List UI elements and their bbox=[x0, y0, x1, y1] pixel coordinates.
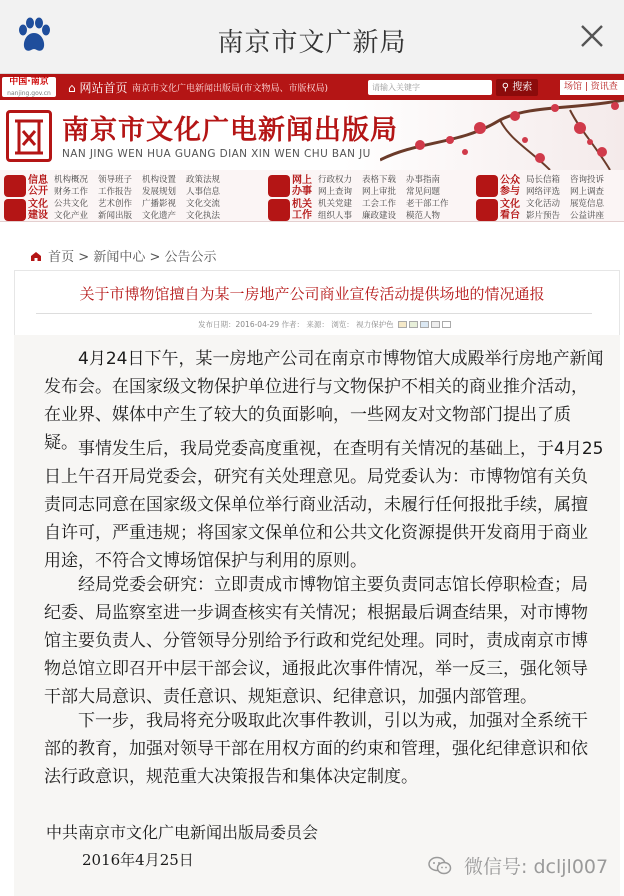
watermark-text: 微信号: dcljl007 bbox=[464, 856, 609, 878]
app-bar bbox=[0, 0, 624, 74]
nav-item[interactable]: 财务工作 bbox=[54, 187, 89, 197]
search-button[interactable] bbox=[496, 79, 538, 96]
nav-item[interactable]: 常见问题 bbox=[406, 187, 441, 197]
nav-item[interactable]: 公益讲座 bbox=[570, 211, 605, 221]
bureau-seal-icon bbox=[6, 110, 52, 162]
color-swatch[interactable] bbox=[420, 321, 429, 328]
home-link[interactable] bbox=[68, 79, 127, 96]
nav-item[interactable]: 咨询投诉 bbox=[570, 175, 605, 185]
nav-group-label[interactable]: 文化看台 bbox=[500, 199, 520, 221]
article-title: 关于市博物馆擅自为某一房地产公司商业宣传活动提供场地的情况通报 bbox=[79, 285, 545, 303]
nav-item[interactable]: 展览信息 bbox=[570, 199, 605, 209]
site-logo[interactable] bbox=[2, 77, 56, 97]
nav-group-label[interactable]: 公众参与 bbox=[500, 175, 520, 197]
article-paragraph: 4月24日下午，某一房地产公司在南京市博物馆大成殿举行房地产新闻发布会。在国家级文物保护单位进行与文物保护不相关的商业推介活动，在业界、媒体中产生了较大的负面影响，一些网友对文物部门提出了质疑。 bbox=[44, 349, 604, 453]
people-icon bbox=[476, 175, 498, 197]
nav-item[interactable]: 广播影视 bbox=[142, 199, 177, 209]
nav-items bbox=[54, 174, 230, 222]
nav-item[interactable]: 组织人事 bbox=[318, 211, 353, 221]
nav-item[interactable]: 模范人物 bbox=[406, 211, 441, 221]
nav-item[interactable]: 网上查询 bbox=[318, 187, 353, 197]
search-icon: ⚲ bbox=[501, 82, 510, 93]
nav-item[interactable]: 网络评选 bbox=[526, 187, 561, 197]
service-icon bbox=[268, 175, 290, 197]
nav-item[interactable]: 文化交流 bbox=[186, 199, 221, 209]
nav-item[interactable]: 廉政建设 bbox=[362, 211, 397, 221]
nav-item[interactable]: 网上审批 bbox=[362, 187, 397, 197]
nav-item[interactable]: 工会工作 bbox=[362, 199, 397, 209]
nav-item[interactable]: 文化产业 bbox=[54, 211, 89, 221]
logo-text: 中国·南京 bbox=[9, 77, 49, 87]
nav-item[interactable]: 发展规划 bbox=[142, 187, 177, 197]
nav-group-info bbox=[4, 173, 224, 219]
nav-item[interactable]: 机关党建 bbox=[318, 199, 353, 209]
site-banner bbox=[0, 100, 624, 170]
color-swatch[interactable] bbox=[442, 321, 451, 328]
site-nav-grid bbox=[0, 170, 624, 222]
breadcrumb-home[interactable]: 首页 bbox=[48, 250, 75, 265]
home-icon: ⌂ bbox=[68, 81, 76, 95]
nav-group-label[interactable]: 文化建设 bbox=[28, 199, 48, 221]
nav-item[interactable]: 新闻出版 bbox=[98, 211, 133, 221]
site-links[interactable]: 南京市文化广电新闻出版局(市文物局、市版权局) bbox=[132, 84, 329, 94]
color-swatch[interactable] bbox=[398, 321, 407, 328]
nav-item[interactable]: 机构设置 bbox=[142, 175, 177, 185]
site-title: 南京市文化广电新闻出版局 bbox=[62, 115, 398, 146]
wechat-icon bbox=[428, 856, 452, 876]
plum-blossom-decoration bbox=[380, 100, 624, 170]
color-swatch[interactable] bbox=[431, 321, 440, 328]
nav-item[interactable]: 人事信息 bbox=[186, 187, 221, 197]
nav-item[interactable]: 老干部工作 bbox=[406, 199, 449, 209]
nav-item[interactable]: 艺术创作 bbox=[98, 199, 133, 209]
breadcrumb-separator: > bbox=[149, 250, 161, 265]
site-top-strip bbox=[0, 74, 624, 100]
breadcrumb-notice[interactable]: 公告公示 bbox=[164, 250, 217, 265]
article-meta bbox=[198, 319, 451, 330]
breadcrumb bbox=[30, 246, 217, 265]
nav-item[interactable]: 文化遗产 bbox=[142, 211, 177, 221]
nav-item[interactable]: 局长信箱 bbox=[526, 175, 561, 185]
close-icon[interactable] bbox=[570, 14, 614, 58]
nav-items bbox=[318, 174, 450, 222]
nav-group-services bbox=[268, 173, 468, 219]
color-swatch[interactable] bbox=[409, 321, 418, 328]
title-divider bbox=[36, 313, 592, 314]
nav-group-label[interactable]: 机关工作 bbox=[292, 199, 312, 221]
nav-item[interactable]: 行政权力 bbox=[318, 175, 353, 185]
app-title: 南京市文广新局 bbox=[217, 28, 407, 58]
site-title-pinyin: NAN JING WEN HUA GUANG DIAN XIN WEN CHU BAN JU bbox=[62, 148, 371, 160]
nav-item[interactable]: 文化执法 bbox=[186, 211, 221, 221]
culture-icon bbox=[4, 199, 26, 221]
nav-group-label[interactable]: 网上办事 bbox=[292, 175, 312, 197]
breadcrumb-separator: > bbox=[78, 250, 90, 265]
nav-item[interactable]: 表格下载 bbox=[362, 175, 397, 185]
search-button-label: 搜索 bbox=[512, 82, 533, 93]
home-icon bbox=[30, 251, 42, 262]
article-date: 2016年4月25日 bbox=[82, 851, 194, 869]
nav-item[interactable]: 政策法规 bbox=[186, 175, 221, 185]
article-paragraph: 事情发生后，我局党委高度重视，在查明有关情况的基础上，于4月25日上午召开局党委会，研究有关处理意见。局党委认为：市博物馆有关负责同志同意在国家级文保单位举行商业活动，未履行任何报批手续，属擅自许可，严重违规；将国家文保单位和公共文化资源提供开发商用于商业用途，不符合文博场馆保护与利用的原则。 bbox=[44, 439, 604, 571]
article-paragraph: 经局党委会研究：立即责成市博物馆主要负责同志馆长停职检查；局纪委、局监察室进一步调查核实有关情况；根据最后调查结果，对市博物馆主要负责人、分管领导分别给予行政和党纪处理。同时，责成南京市博物总馆立即召开中层干部会议，通报此次事件情况，举一反三，强化领导干部大局意识、责任意识、规矩意识、纪律意识，加强内部管理。 bbox=[44, 575, 588, 707]
logo-subtext: nanjing.gov.cn bbox=[7, 90, 51, 97]
nav-item[interactable]: 文化活动 bbox=[526, 199, 561, 209]
nav-item[interactable]: 领导班子 bbox=[98, 175, 133, 185]
wechat-watermark bbox=[428, 852, 608, 879]
article-meta-text: 发布日期：2016-04-29 作者： 来源： 浏览： 视力保护色 bbox=[198, 320, 394, 329]
venue-info-link[interactable]: 场馆 | 资讯查 bbox=[560, 80, 624, 95]
nav-item[interactable]: 办事指南 bbox=[406, 175, 441, 185]
nav-items bbox=[526, 174, 614, 222]
article-paragraph: 下一步，我局将充分吸取此次事件教训，引以为戒，加强对全系统干部的教育，加强对领导干部在用权方面的约束和管理，强化纪律意识和依法行政意识，规范重大决策报告和集体决定制度。 bbox=[44, 711, 588, 787]
article-signature: 中共南京市文化广电新闻出版局委员会 bbox=[46, 823, 319, 842]
nav-item[interactable]: 公共文化 bbox=[54, 199, 89, 209]
office-icon bbox=[268, 199, 290, 221]
info-icon bbox=[4, 175, 26, 197]
breadcrumb-news[interactable]: 新闻中心 bbox=[93, 250, 146, 265]
search-input[interactable]: 请输入关键字 bbox=[368, 80, 492, 95]
nav-item[interactable]: 机构概况 bbox=[54, 175, 89, 185]
nav-item[interactable]: 影片预告 bbox=[526, 211, 561, 221]
nav-group-label[interactable]: 信息公开 bbox=[28, 175, 48, 197]
nav-group-public bbox=[476, 173, 622, 219]
home-label: 网站首页 bbox=[79, 81, 128, 95]
nav-item[interactable]: 工作报告 bbox=[98, 187, 133, 197]
nav-item[interactable]: 网上调查 bbox=[570, 187, 605, 197]
stage-icon bbox=[476, 199, 498, 221]
